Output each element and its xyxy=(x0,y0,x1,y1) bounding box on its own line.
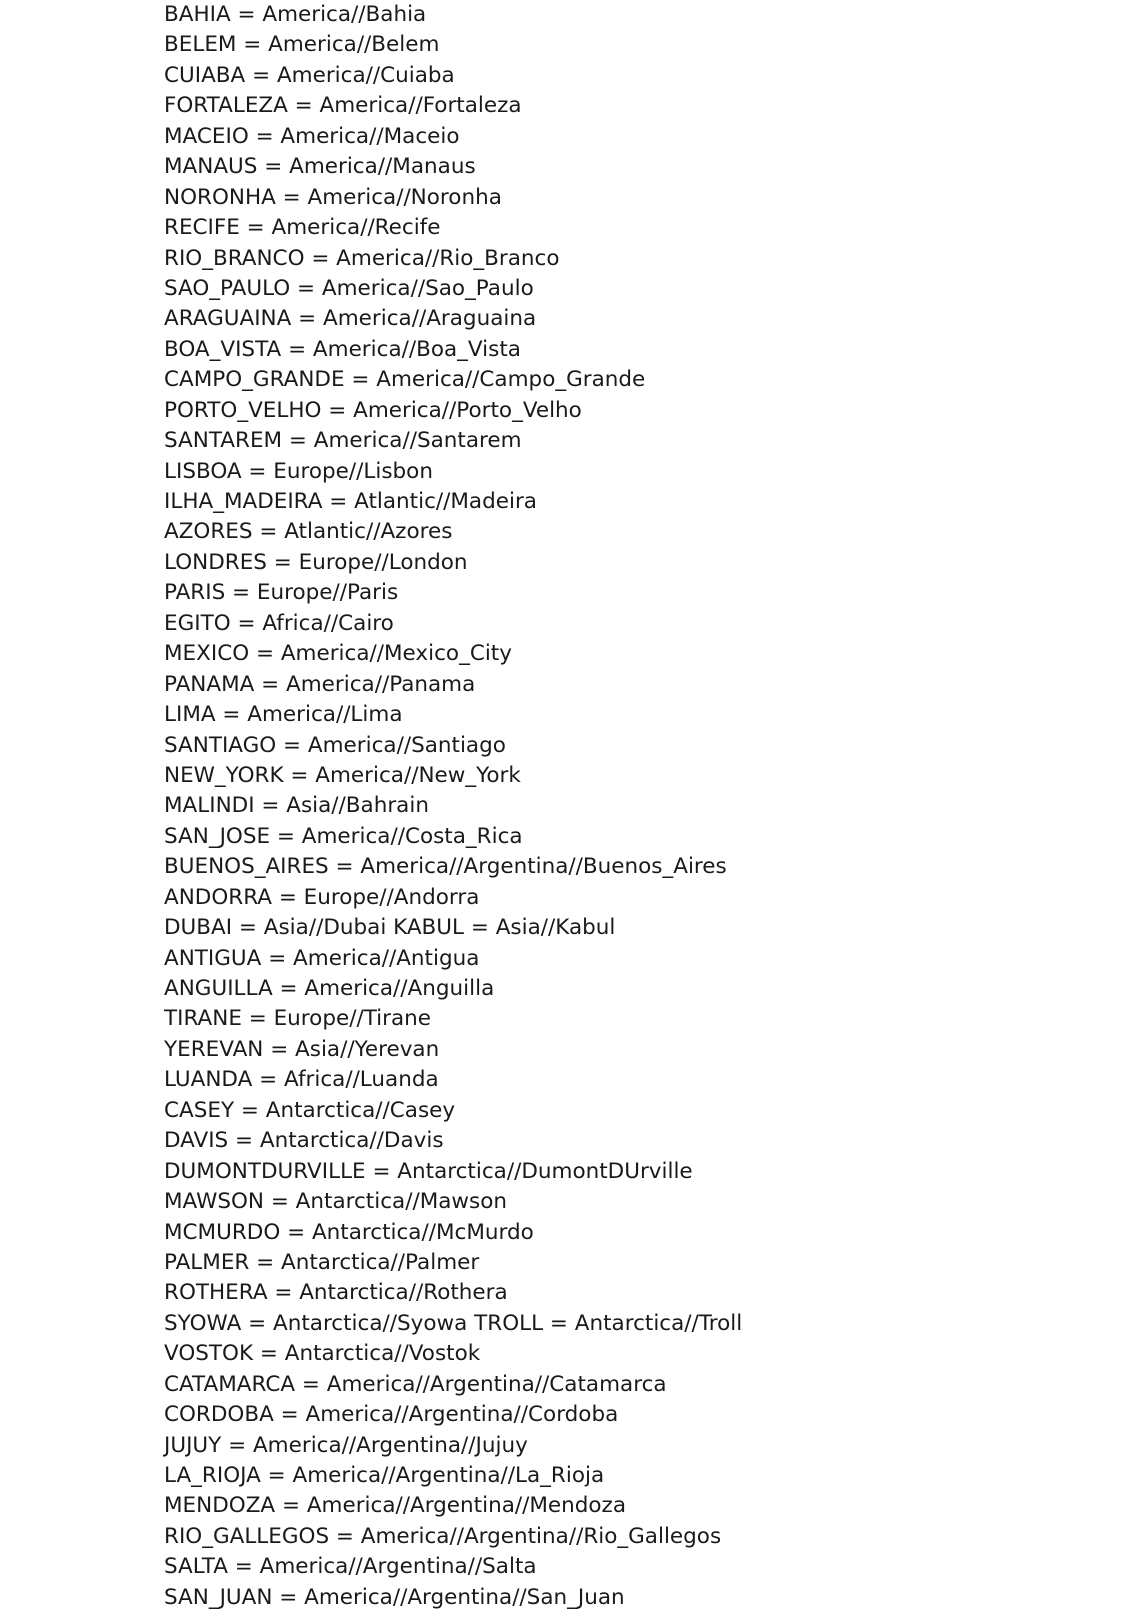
mapping-line: TIRANE = Europe//Tirane xyxy=(164,1006,432,1032)
mapping-line: DUBAI = Asia//Dubai KABUL = Asia//Kabul xyxy=(164,915,616,941)
mapping-line: EGITO = Africa//Cairo xyxy=(164,610,394,636)
mapping-line: CATAMARCA = America//Argentina//Catamarca xyxy=(164,1371,667,1397)
mapping-line: FORTALEZA = America//Fortaleza xyxy=(164,93,522,119)
mapping-line: LUANDA = Africa//Luanda xyxy=(164,1067,439,1093)
mapping-line: MACEIO = America//Maceio xyxy=(164,123,460,149)
mapping-line: CUIABA = America//Cuiaba xyxy=(164,62,455,88)
mapping-line: MANAUS = America//Manaus xyxy=(164,154,476,180)
mapping-line: AZORES = Atlantic//Azores xyxy=(164,519,453,545)
mapping-line: BELEM = America//Belem xyxy=(164,32,440,58)
mapping-line: MALINDI = Asia//Bahrain xyxy=(164,793,429,819)
mapping-line: ILHA_MADEIRA = Atlantic//Madeira xyxy=(164,489,537,514)
timezone-mapping-list xyxy=(164,0,742,1613)
mapping-line: SAN_JUAN = America//Argentina//San_Juan xyxy=(164,1584,625,1610)
mapping-line: SAO_PAULO = America//Sao_Paulo xyxy=(164,275,534,301)
mapping-line: SYOWA = Antarctica//Syowa TROLL = Antarctica//Troll xyxy=(164,1310,743,1336)
mapping-line: RIO_BRANCO = America//Rio_Branco xyxy=(164,245,560,271)
mapping-line: SALTA = America//Argentina//Salta xyxy=(164,1554,537,1580)
mapping-line: LONDRES = Europe//London xyxy=(164,549,468,575)
mapping-line: PORTO_VELHO = America//Porto_Velho xyxy=(164,397,582,423)
mapping-line: SAN_JOSE = America//Costa_Rica xyxy=(164,823,523,849)
mapping-line: ANGUILLA = America//Anguilla xyxy=(164,976,495,1001)
mapping-line: PARIS = Europe//Paris xyxy=(164,580,399,606)
mapping-line: LIMA = America//Lima xyxy=(164,702,403,728)
mapping-line: NEW_YORK = America//New_York xyxy=(164,762,521,788)
mapping-line: ANDORRA = Europe//Andorra xyxy=(164,884,480,910)
mapping-line: CAMPO_GRANDE = America//Campo_Grande xyxy=(164,367,646,393)
mapping-line: CASEY = Antarctica//Casey xyxy=(164,1097,456,1123)
mapping-line: MENDOZA = America//Argentina//Mendoza xyxy=(164,1493,627,1519)
mapping-line: SANTAREM = America//Santarem xyxy=(164,428,522,454)
mapping-line: CORDOBA = America//Argentina//Cordoba xyxy=(164,1402,619,1428)
mapping-line: RIO_GALLEGOS = America//Argentina//Rio_Gallegos xyxy=(164,1523,722,1549)
mapping-line: ARAGUAINA = America//Araguaina xyxy=(164,306,537,332)
mapping-line: BAHIA = America//Bahia xyxy=(164,2,427,27)
mapping-line: PANAMA = America//Panama xyxy=(164,671,476,697)
mapping-line: MEXICO = America//Mexico_City xyxy=(164,641,512,667)
mapping-line: BUENOS_AIRES = America//Argentina//Buenos_Aires xyxy=(164,854,727,880)
mapping-line: MCMURDO = Antarctica//McMurdo xyxy=(164,1219,534,1245)
mapping-line: SANTIAGO = America//Santiago xyxy=(164,732,506,758)
mapping-line: LA_RIOJA = America//Argentina//La_Rioja xyxy=(164,1463,605,1488)
mapping-line: VOSTOK = Antarctica//Vostok xyxy=(164,1341,481,1367)
mapping-line: RECIFE = America//Recife xyxy=(164,215,441,241)
mapping-line: DAVIS = Antarctica//Davis xyxy=(164,1128,444,1154)
mapping-line: LISBOA = Europe//Lisbon xyxy=(164,458,433,484)
mapping-line: ANTIGUA = America//Antigua xyxy=(164,945,480,971)
mapping-line: BOA_VISTA = America//Boa_Vista xyxy=(164,336,521,362)
mapping-line: ROTHERA = Antarctica//Rothera xyxy=(164,1280,508,1306)
mapping-line: YEREVAN = Asia//Yerevan xyxy=(164,1036,440,1062)
mapping-line: DUMONTDURVILLE = Antarctica//DumontDUrville xyxy=(164,1158,693,1184)
mapping-line: JUJUY = America//Argentina//Jujuy xyxy=(164,1432,528,1458)
mapping-line: PALMER = Antarctica//Palmer xyxy=(164,1249,480,1275)
mapping-line: MAWSON = Antarctica//Mawson xyxy=(164,1189,507,1215)
mapping-line: NORONHA = America//Noronha xyxy=(164,184,502,210)
